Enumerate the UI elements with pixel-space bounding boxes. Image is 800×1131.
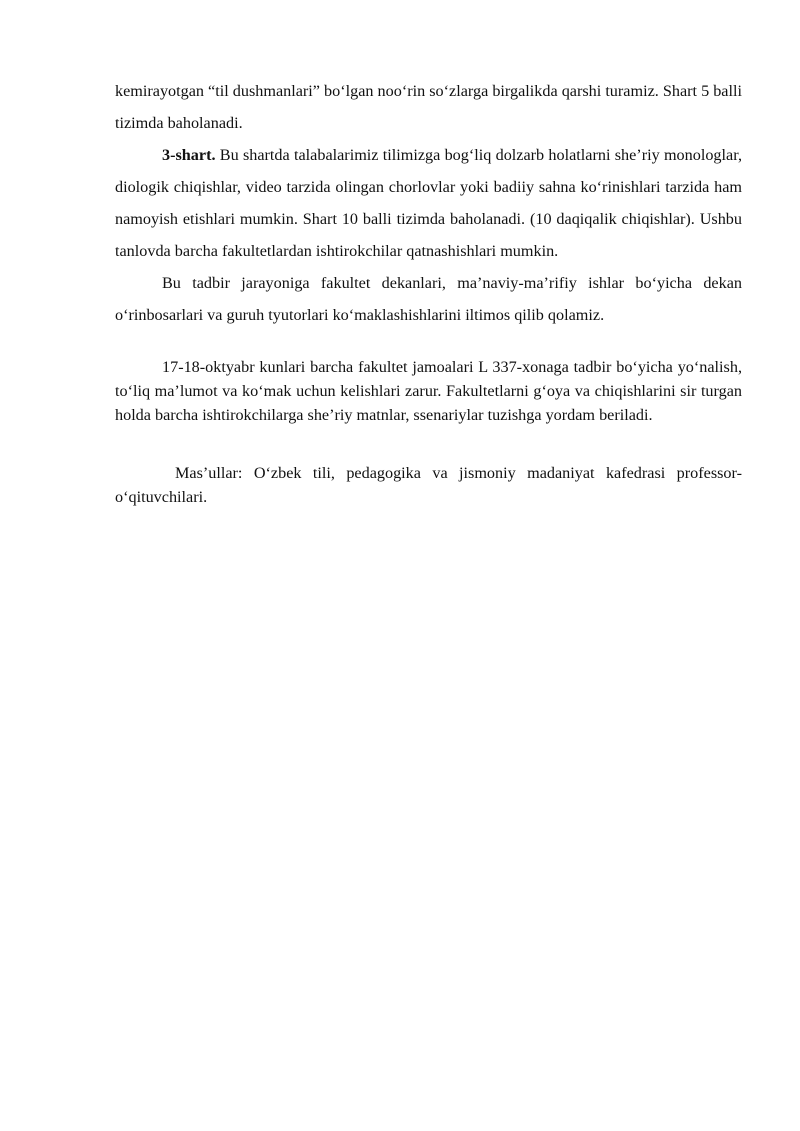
paragraph-text: Mas’ullar: O‘zbek tili, pedagogika va jismoniy madaniyat kafedrasi professor-o‘qituvchilari. xyxy=(115,464,742,506)
paragraph-condition-3 xyxy=(115,139,742,267)
paragraph-text: Bu tadbir jarayoniga fakultet dekanlari, ma’naviy-ma’rifiy ishlar bo‘yicha dekan o‘rinbosarlari va guruh tyutorlari ko‘maklashishlarini iltimos qilib qolamiz. xyxy=(115,274,742,324)
paragraph-responsible xyxy=(115,461,742,509)
paragraph-text: 17-18-oktyabr kunlari barcha fakultet jamoalari L 337-xonaga tadbir bo‘yicha yo‘nalish, to‘liq ma’lumot va ko‘mak uchun kelishlari zarur. Fakultetlarni g‘oya va chiqishlarini sir turgan holda barcha ishtirokchilarga she’riy matnlar, ssenariylar tuzishga yordam beriladi. xyxy=(115,358,742,424)
paragraph-schedule xyxy=(115,355,742,427)
condition-heading: 3-shart. xyxy=(162,146,216,164)
paragraph-text: kemirayotgan “til dushmanlari” bo‘lgan noo‘rin so‘zlarga birgalikda qarshi turamiz. Shart 5 balli tizimda baholanadi. xyxy=(115,82,742,132)
document-body xyxy=(115,75,742,509)
paragraph-continuation xyxy=(115,75,742,139)
paragraph-request xyxy=(115,267,742,331)
paragraph-text: Bu shartda talabalarimiz tilimizga bog‘liq dolzarb holatlarni she’riy monologlar, diologik chiqishlar, video tarzida olingan chorlovlar yoki badiiy sahna ko‘rinishlari tarzida ham namoyish etishlari mumkin. Shart 10 balli tizimda baholanadi. (10 daqiqalik chiqishlar). Ushbu tanlovda barcha fakultetlardan ishtirokchilar qatnashishlari mumkin. xyxy=(115,146,742,260)
spacer xyxy=(115,331,742,355)
spacer xyxy=(115,427,742,461)
